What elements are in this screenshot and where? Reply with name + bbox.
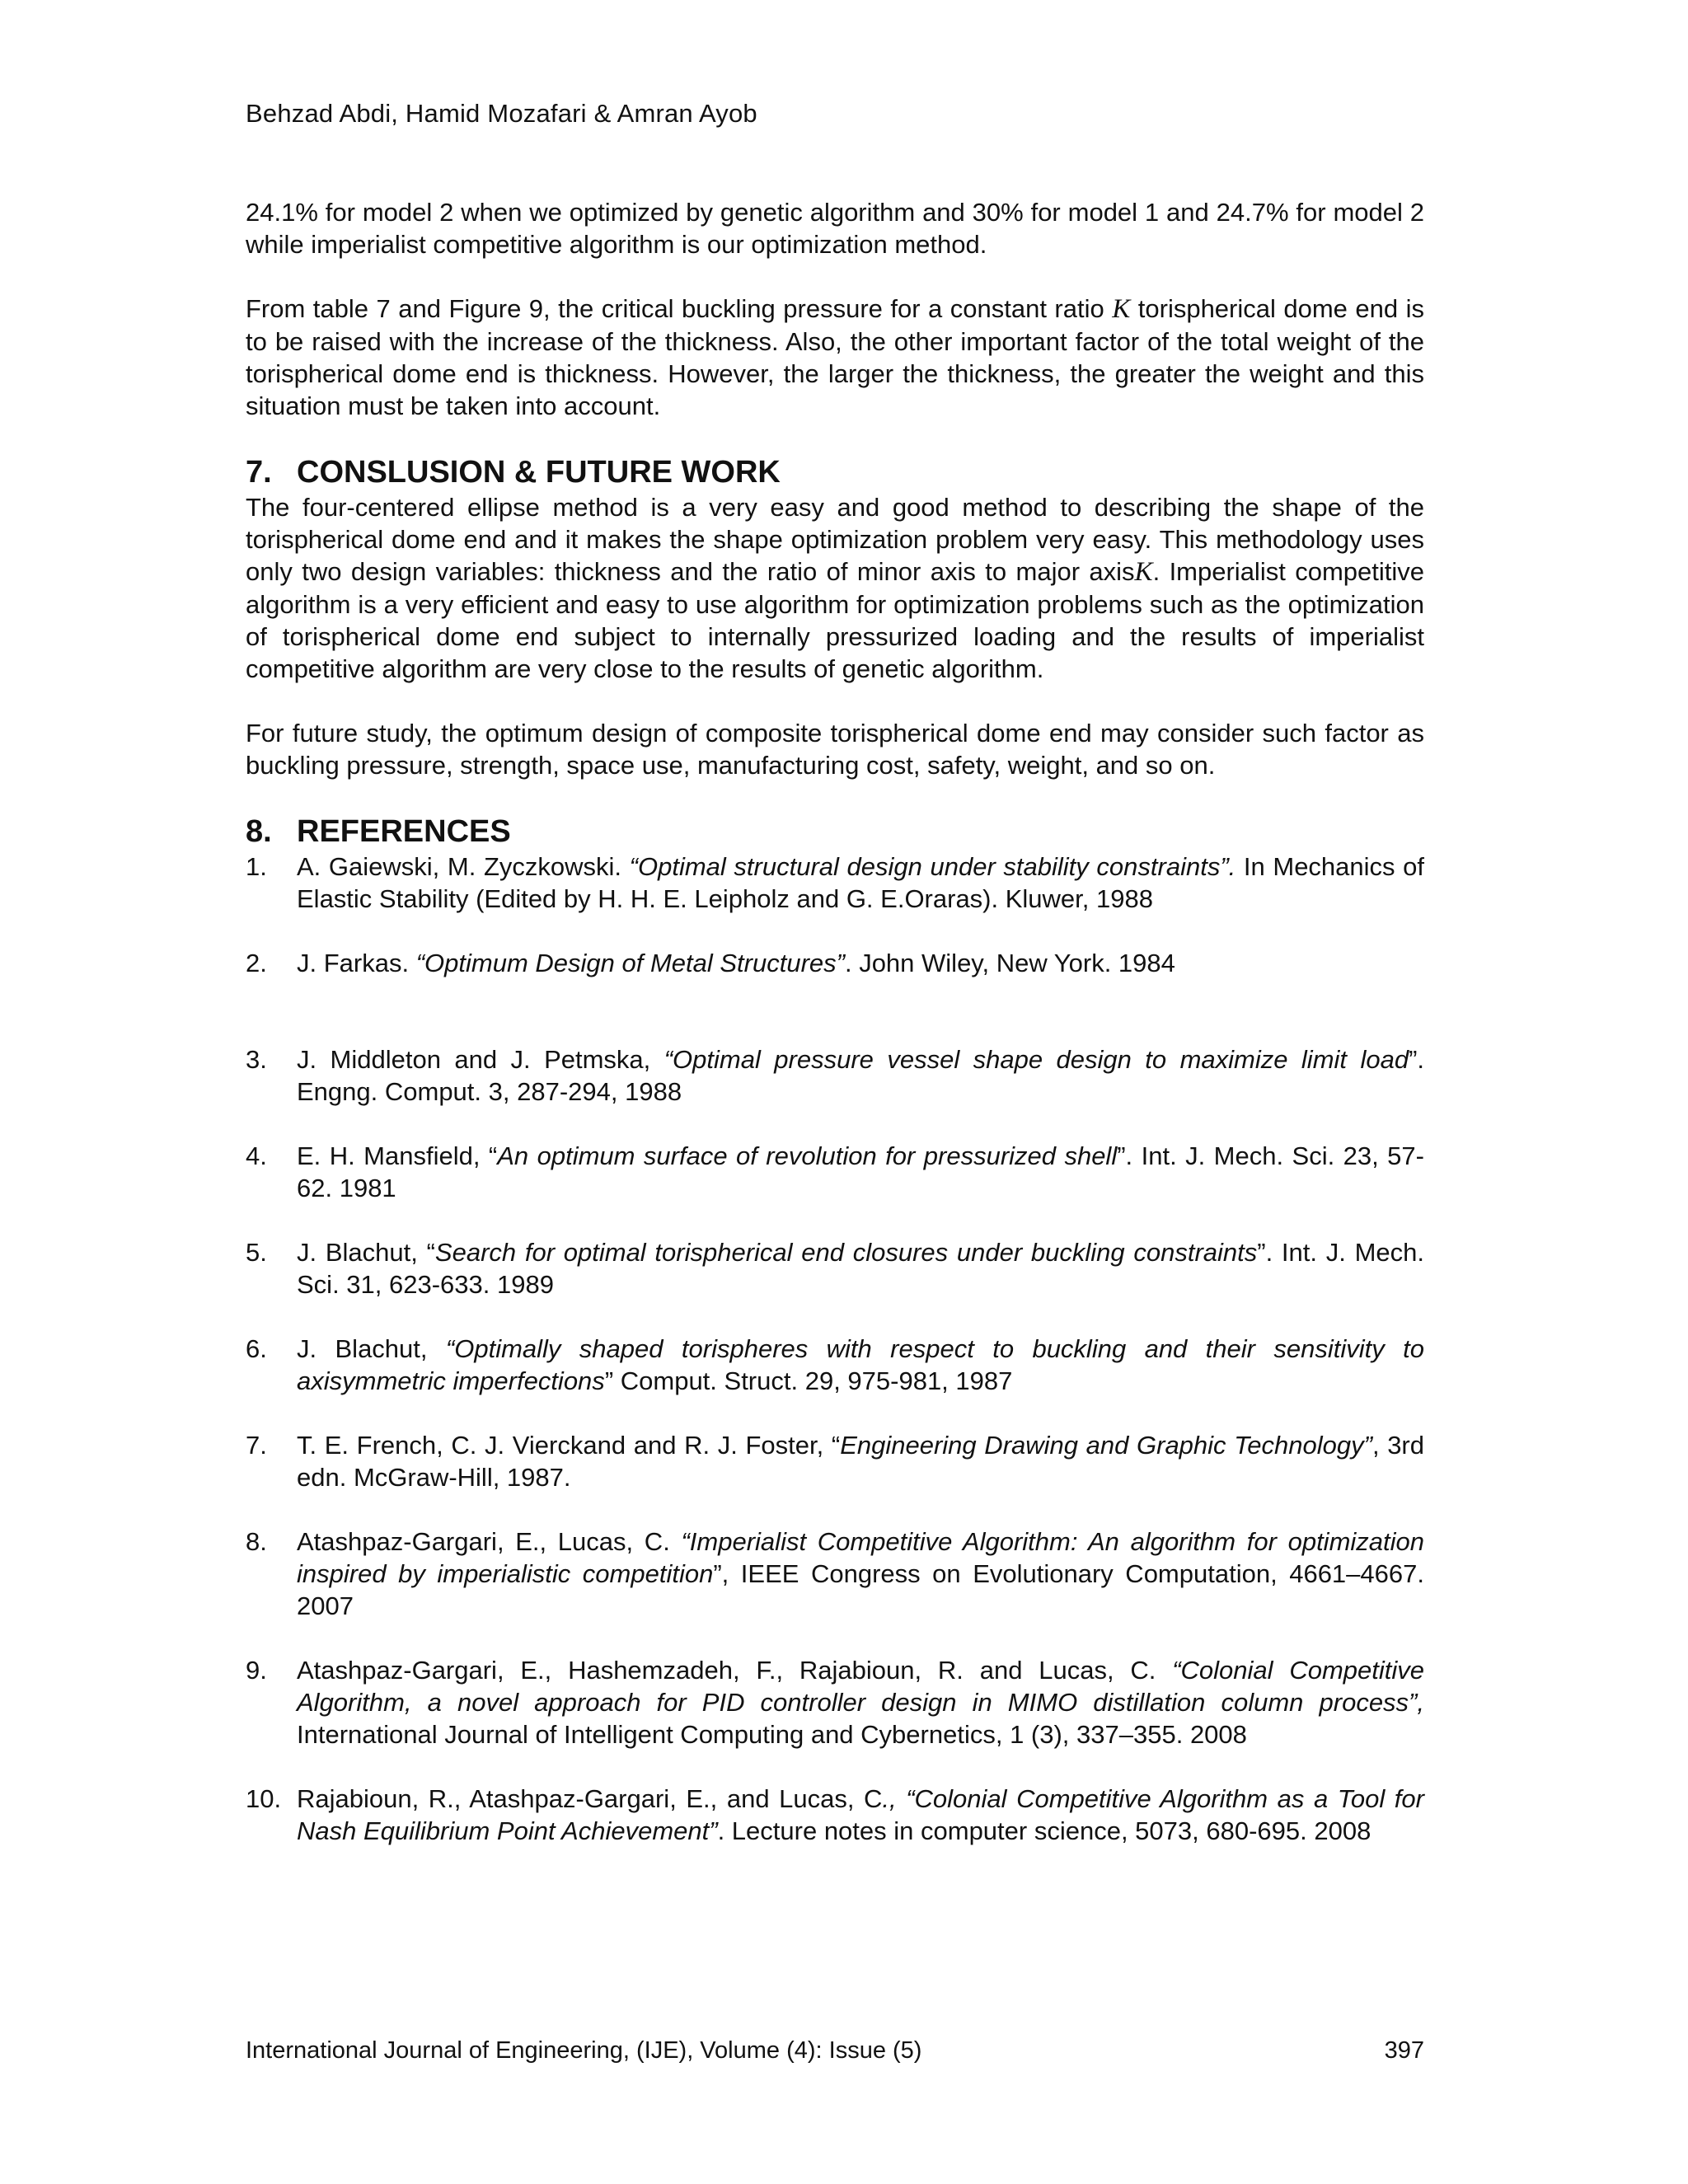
reference-list <box>246 851 1424 1847</box>
page-number: 397 <box>1384 2037 1424 2064</box>
reference-authors: Atashpaz-Gargari, E., Hashemzadeh, F., Rajabioun, R. and Lucas, C. <box>297 1656 1173 1685</box>
reference-title: “Colonial Competitive Algorithm, a novel approach for PID controller design in MIMO distillation column process”, <box>297 1656 1424 1717</box>
section-number: 8. <box>246 814 272 849</box>
footer-journal: International Journal of Engineering, (IJE), Volume (4): Issue (5) <box>246 2037 922 2064</box>
reference-number: 3. <box>246 1045 267 1074</box>
reference-authors: Rajabioun, R., Atashpaz-Gargari, E., and Lucas, C <box>297 1784 883 1813</box>
reference-title: “Imperialist Competitive Algorithm: An algorithm for optimization inspired by imperialistic competition <box>297 1527 1425 1588</box>
paragraph-buckling-pressure <box>246 293 1424 422</box>
reference-item <box>246 1429 1424 1493</box>
paragraph-results: 24.1% for model 2 when we optimized by genetic algorithm and 30% for model 1 and 24.7% for model 2 while imperialist competitive algorithm is our optimization method. <box>246 198 1424 259</box>
body-text <box>246 196 1424 1879</box>
reference-item <box>246 1526 1424 1622</box>
variable-k: K <box>1112 294 1131 324</box>
paragraph-text: torispherical dome end is to be raised with the increase of the thickness. Also, the other important factor of the total weight of the torispherical dome end is thickness. However, the larger the thickness, the greater the weight and this situation must be taken into account. <box>246 294 1425 420</box>
paragraph-text: . Imperialist competitive algorithm is a very efficient and easy to use algorithm for optimization problems such as the optimization of torispherical dome end subject to internally pressurized loading and the results of imperialist competitive algorithm are very close to the results of genetic algorithm. <box>246 557 1424 683</box>
reference-title: Engineering Drawing and Graphic Technology” <box>840 1431 1372 1460</box>
reference-item <box>246 1333 1424 1397</box>
reference-title: ., “Colonial Competitive Algorithm as a Tool for Nash Equilibrium Point Achievement” <box>297 1784 1424 1845</box>
reference-authors: J. Farkas. <box>297 949 416 977</box>
section-number: 7. <box>246 455 272 490</box>
reference-source: . Lecture notes in computer science, 5073, 680-695. 2008 <box>717 1816 1372 1845</box>
reference-source: , 3rd edn. McGraw-Hill, 1987. <box>297 1431 1424 1492</box>
section-title: CONSLUSION & FUTURE WORK <box>297 455 781 490</box>
reference-source: In Mechanics of Elastic Stability (Edited by H. H. E. Leipholz and G. E.Oraras). Kluwer, 1988 <box>297 852 1425 913</box>
reference-source: ”. Int. J. Mech. Sci. 31, 623-633. 1989 <box>297 1238 1424 1299</box>
reference-number: 7. <box>246 1431 267 1460</box>
reference-number: 10. <box>246 1784 282 1813</box>
reference-source: . John Wiley, New York. 1984 <box>844 949 1175 977</box>
reference-item <box>246 947 1424 979</box>
reference-item <box>246 1654 1424 1750</box>
reference-title: “Optimal pressure vessel shape design to maximize limit load <box>663 1045 1409 1074</box>
reference-title: An optimum surface of revolution for pressurized shell <box>497 1141 1118 1170</box>
reference-source: ” Comput. Struct. 29, 975-981, 1987 <box>604 1366 1013 1395</box>
reference-authors: J. Blachut, <box>297 1334 446 1363</box>
variable-k: K <box>1134 557 1153 587</box>
reference-number: 4. <box>246 1141 267 1170</box>
reference-authors: J. Middleton and J. Petmska, <box>297 1045 664 1074</box>
reference-item <box>246 1783 1424 1847</box>
reference-title: “Optimally shaped torispheres with respect to buckling and their sensitivity to axisymmetric imperfections <box>297 1334 1424 1395</box>
reference-authors: J. Blachut, “ <box>297 1238 435 1267</box>
reference-title: Search for optimal torispherical end closures under buckling constraints <box>434 1238 1258 1267</box>
reference-item <box>246 1140 1424 1204</box>
reference-authors: A. Gaiewski, M. Zyczkowski. <box>297 852 630 881</box>
page-footer <box>246 2036 1424 2065</box>
reference-number: 2. <box>246 949 267 977</box>
paragraph-future-work: For future study, the optimum design of composite torispherical dome end may consider such factor as buckling pressure, strength, space use, manufacturing cost, safety, weight, and so on. <box>246 719 1424 780</box>
reference-source: ”. Int. J. Mech. Sci. 23, 57-62. 1981 <box>297 1141 1424 1202</box>
reference-number: 6. <box>246 1334 267 1363</box>
reference-number: 1. <box>246 852 267 881</box>
section-title: REFERENCES <box>297 814 511 849</box>
reference-item <box>246 1236 1424 1301</box>
reference-source: ”, IEEE Congress on Evolutionary Computation, 4661–4667. 2007 <box>297 1559 1424 1620</box>
reference-source: International Journal of Intelligent Computing and Cybernetics, 1 (3), 337–355. 2008 <box>297 1720 1247 1749</box>
reference-title: “Optimal structural design under stability constraints”. <box>629 852 1236 881</box>
paragraph-text: The four-centered ellipse method is a very easy and good method to describing the shape of the torispherical dome end and it makes the shape optimization problem very easy. This methodology uses only two design variables: thickness and the ratio of minor axis to major axis <box>246 493 1424 586</box>
paragraph-conclusion <box>246 491 1424 685</box>
reference-item <box>246 1043 1424 1108</box>
reference-number: 8. <box>246 1527 267 1556</box>
reference-number: 9. <box>246 1656 267 1685</box>
reference-authors: Atashpaz-Gargari, E., Lucas, C. <box>297 1527 682 1556</box>
reference-source: ”. Engng. Comput. 3, 287-294, 1988 <box>297 1045 1424 1106</box>
reference-authors: T. E. French, C. J. Vierckand and R. J. Foster, “ <box>297 1431 841 1460</box>
reference-number: 5. <box>246 1238 267 1267</box>
paragraph-text: From table 7 and Figure 9, the critical buckling pressure for a constant ratio <box>246 294 1104 323</box>
reference-authors: E. H. Mansfield, “ <box>297 1141 498 1170</box>
running-head-authors: Behzad Abdi, Hamid Mozafari & Amran Ayob <box>246 99 757 128</box>
section-heading-references <box>246 813 1424 851</box>
section-heading-conclusion <box>246 453 1424 491</box>
reference-title: “Optimum Design of Metal Structures” <box>415 949 845 977</box>
reference-item <box>246 851 1424 915</box>
